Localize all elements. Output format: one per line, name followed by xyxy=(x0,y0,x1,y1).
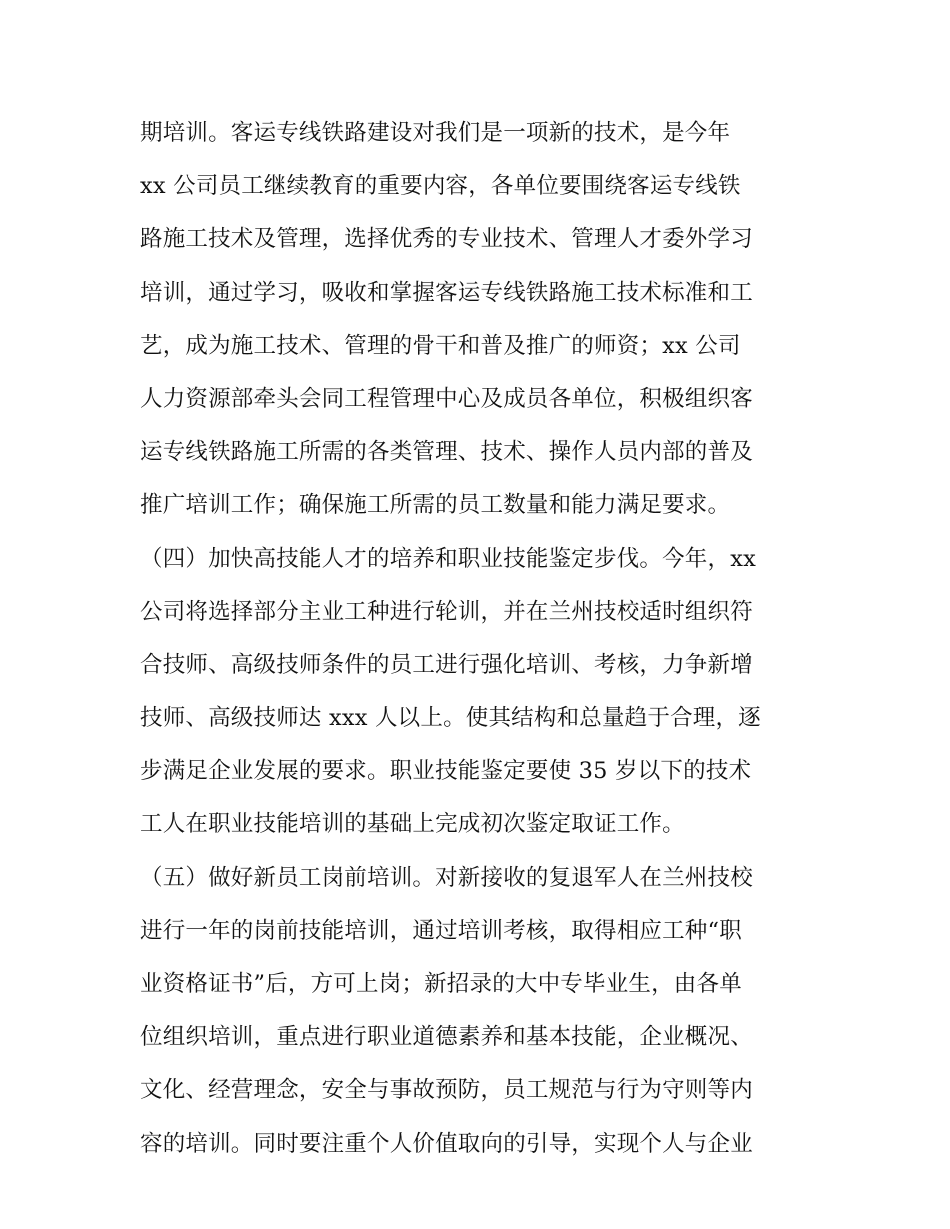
text-line: 公司将选择部分主业工种进行轮训，并在兰州技校适时组织符 xyxy=(140,598,753,625)
text-line: 进行一年的岗前技能培训，通过培训考核，取得相应工种“职 xyxy=(140,917,742,944)
text-line: 步满足企业发展的要求。职业技能鉴定要使 35 岁以下的技术 xyxy=(140,758,752,785)
text-line: 人力资源部牵头会同工程管理中心及成员各单位，积极组织客 xyxy=(140,385,753,412)
text-line: 位组织培训，重点进行职业道德素养和基本技能，企业概况、 xyxy=(140,1024,753,1051)
text-line: xx 公司员工继续教育的重要内容，各单位要围绕客运专线铁 xyxy=(140,173,741,200)
text-line: 推广培训工作；确保施工所需的员工数量和能力满足要求。 xyxy=(140,492,731,519)
document-page xyxy=(140,107,820,1171)
text-line: 培训，通过学习，吸收和掌握客运专线铁路施工技术标准和工 xyxy=(140,279,753,306)
text-line: 业资格证书”后，方可上岗；新招录的大中专毕业生，由各单 xyxy=(140,971,742,997)
text-line: 技师、高级技师达 xxx 人以上。使其结构和总量趋于合理，逐 xyxy=(140,705,761,732)
section-heading-line: （五）做好新员工岗前培训。对新接收的复退军人在兰州技校 xyxy=(140,864,753,891)
text-line: 期培训。客运专线铁路建设对我们是一项新的技术，是今年 xyxy=(140,120,731,146)
section-heading-line: （四）加快高技能人才的培养和职业技能鉴定步伐。今年，xx xyxy=(140,545,756,572)
text-line: 运专线铁路施工所需的各类管理、技术、操作人员内部的普及 xyxy=(140,439,753,466)
text-line: 路施工技术及管理，选择优秀的专业技术、管理人才委外学习 xyxy=(140,226,753,253)
text-line: 艺，成为施工技术、管理的骨干和普及推广的师资；xx 公司 xyxy=(140,332,741,359)
text-line: 工人在职业技能培训的基础上完成初次鉴定取证工作。 xyxy=(140,811,685,838)
text-line: 文化、经营理念，安全与事故预防，员工规范与行为守则等内 xyxy=(140,1077,753,1104)
text-line: 合技师、高级技师条件的员工进行强化培训、考核，力争新增 xyxy=(140,651,753,678)
text-line: 容的培训。同时要注重个人价值取向的引导，实现个人与企业 xyxy=(140,1130,753,1157)
